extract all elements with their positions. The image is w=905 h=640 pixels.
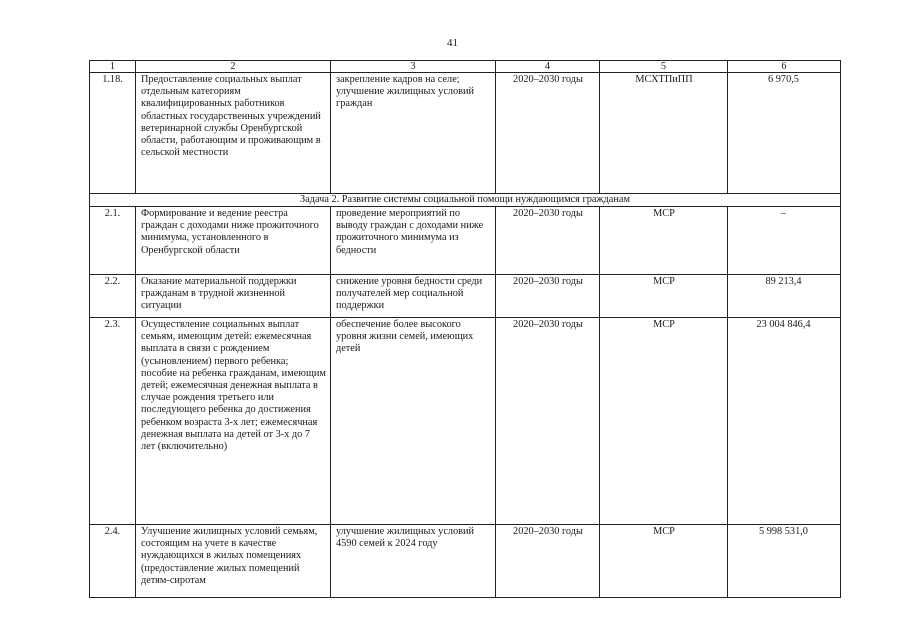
task-heading-row <box>90 194 841 207</box>
table-row-2-4 <box>90 525 841 598</box>
row-executor: МСР <box>600 275 728 318</box>
row-period: 2020–2030 годы <box>496 525 600 598</box>
row-result: улучшение жилищных условий 4590 семей к 2024 году <box>331 525 496 598</box>
header-col-5: 5 <box>600 61 728 73</box>
row-executor: МСХТПиПП <box>600 73 728 194</box>
table-row-1-18 <box>90 73 841 194</box>
row-number: 2.4. <box>90 525 136 598</box>
header-col-1: 1 <box>90 61 136 73</box>
table-row-2-2 <box>90 275 841 318</box>
row-amount: 89 213,4 <box>728 275 841 318</box>
row-executor: МСР <box>600 318 728 525</box>
row-result: снижение уровня бедности среди получателей мер социальной поддержки <box>331 275 496 318</box>
row-period: 2020–2030 годы <box>496 73 600 194</box>
header-col-6: 6 <box>728 61 841 73</box>
row-amount: 23 004 846,4 <box>728 318 841 525</box>
row-amount: 6 970,5 <box>728 73 841 194</box>
row-amount: 5 998 531,0 <box>728 525 841 598</box>
row-result: закрепление кадров на селе; улучшение жилищных условий граждан <box>331 73 496 194</box>
header-row <box>90 61 841 73</box>
program-table <box>89 60 841 598</box>
page-number: 41 <box>447 37 458 49</box>
row-executor: МСР <box>600 207 728 275</box>
row-amount: – <box>728 207 841 275</box>
row-activity: Осуществление социальных выплат семьям, имеющим детей: ежемесячная выплата в связи с рождением (усыновлением) первого ребенка; пособие на ребенка гражданам, имеющим детей; ежемесячная денежная выплата в случае рождения третьего или последующего ребенка до достижения ребенком возраста 3-х лет; ежемесячная денежная выплата на детей от 3-х до 7 лет (включительно) <box>136 318 331 525</box>
row-executor: МСР <box>600 525 728 598</box>
row-activity: Формирование и ведение реестра граждан с доходами ниже прожиточного минимума, установленного в Оренбургской области <box>136 207 331 275</box>
row-activity: Улучшение жилищных условий семьям, состоящим на учете в качестве нуждающихся в жилых помещениях (предоставление жилых помещений детям-сиротам <box>136 525 331 598</box>
row-number: 1.18. <box>90 73 136 194</box>
header-col-2: 2 <box>136 61 331 73</box>
row-number: 2.2. <box>90 275 136 318</box>
row-number: 2.3. <box>90 318 136 525</box>
row-result: проведение мероприятий по выводу граждан с доходами ниже прожиточного минимума из бедности <box>331 207 496 275</box>
header-col-4: 4 <box>496 61 600 73</box>
row-activity: Предоставление социальных выплат отдельным категориям квалифицированных работников областных государственных учреждений ветеринарной службы Оренбургской области, работающим и проживающим в сельской местности <box>136 73 331 194</box>
table-row-2-3 <box>90 318 841 525</box>
header-col-3: 3 <box>331 61 496 73</box>
row-result: обеспечение более высокого уровня жизни семей, имеющих детей <box>331 318 496 525</box>
row-number: 2.1. <box>90 207 136 275</box>
task-heading: Задача 2. Развитие системы социальной помощи нуждающимся гражданам <box>90 194 841 207</box>
row-period: 2020–2030 годы <box>496 207 600 275</box>
row-activity: Оказание материальной поддержки гражданам в трудной жизненной ситуации <box>136 275 331 318</box>
row-period: 2020–2030 годы <box>496 318 600 525</box>
table-row-2-1 <box>90 207 841 275</box>
row-period: 2020–2030 годы <box>496 275 600 318</box>
